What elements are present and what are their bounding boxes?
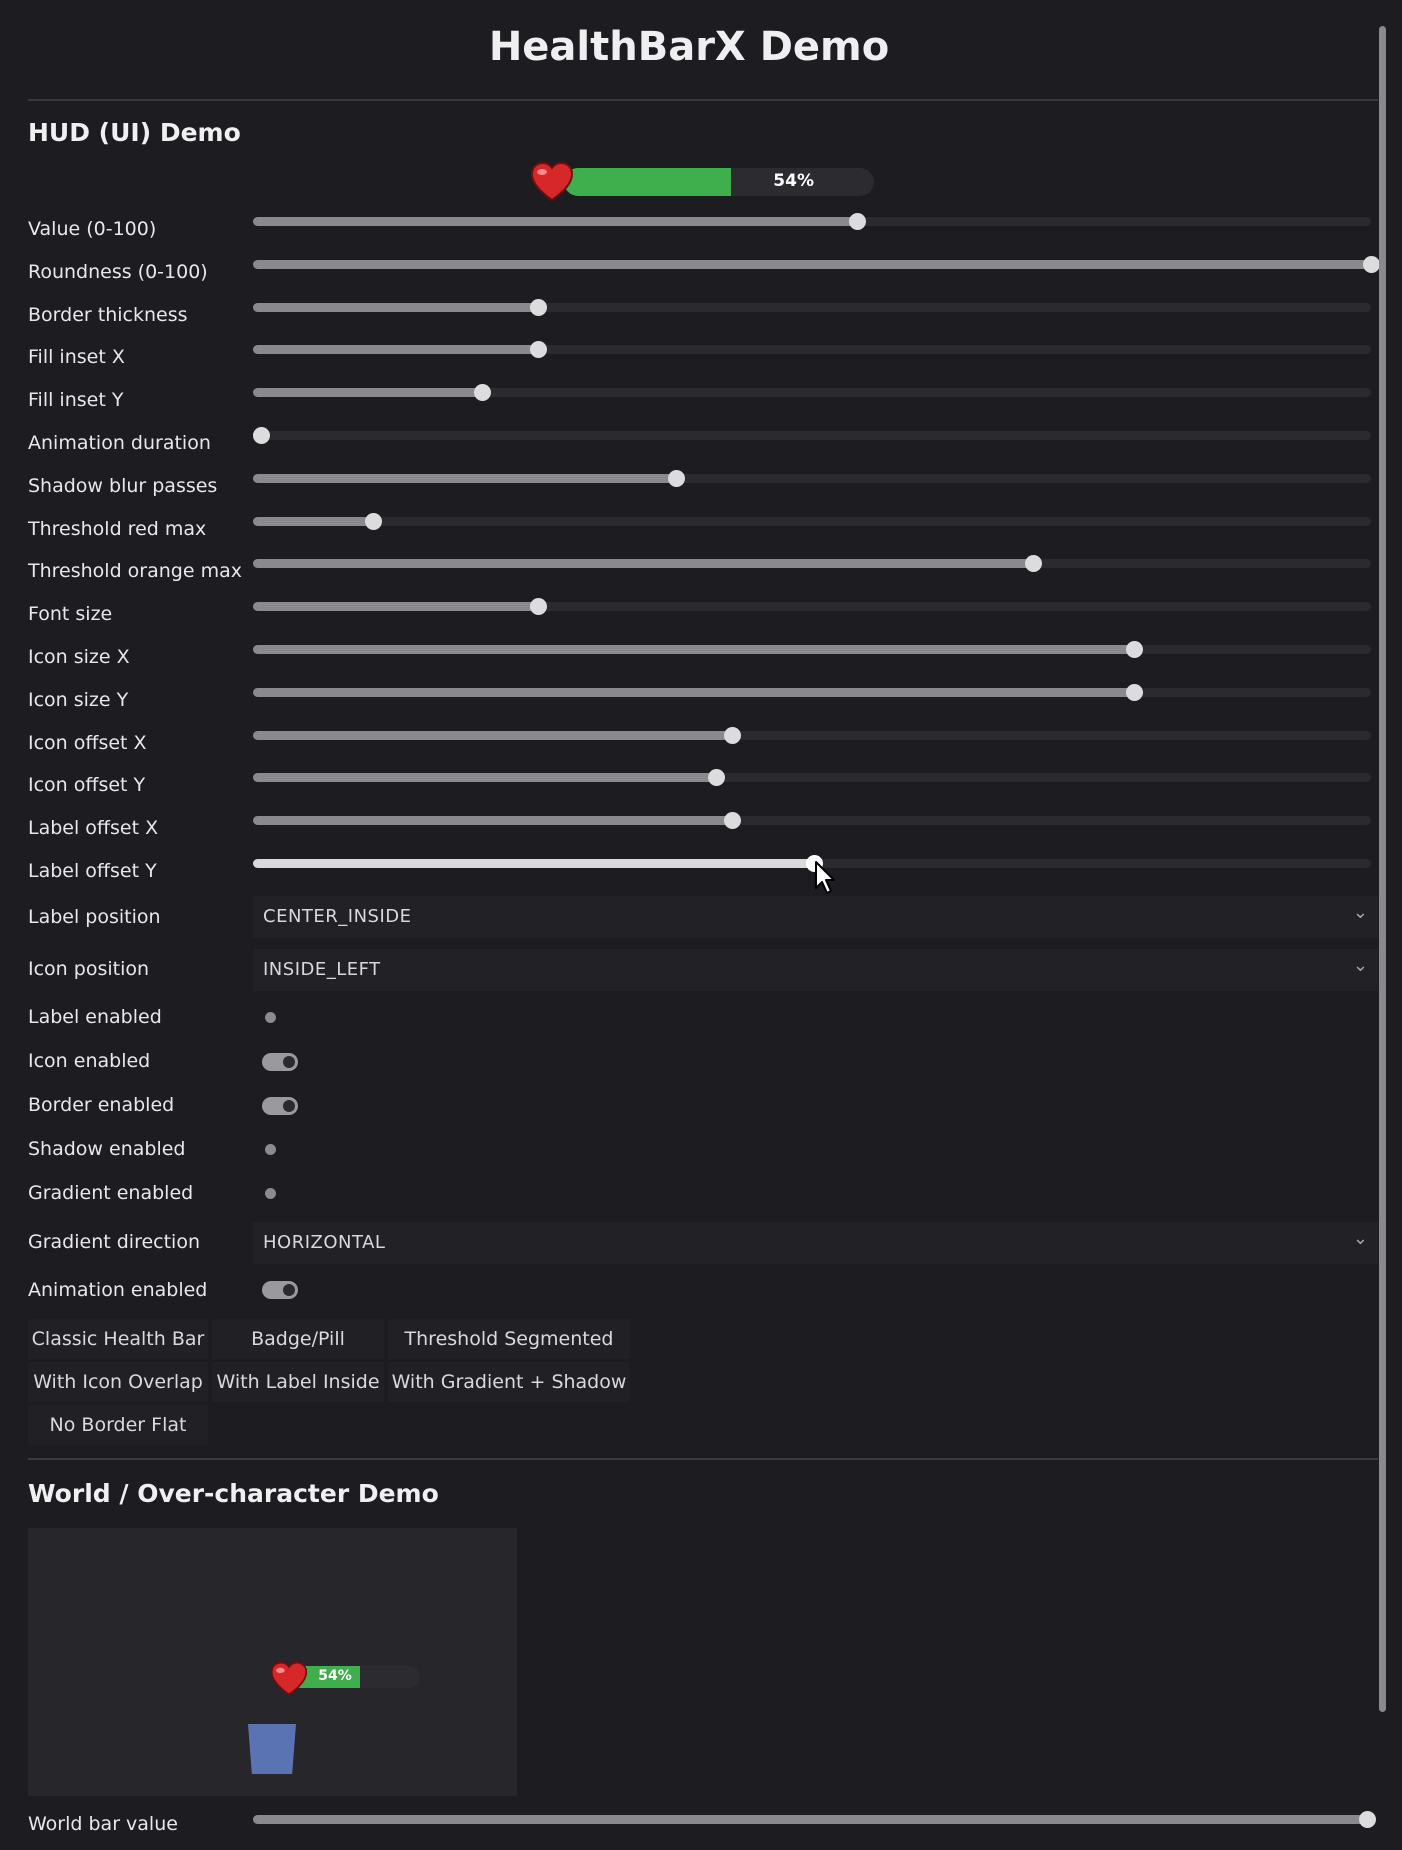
- slider-knob[interactable]: [849, 213, 866, 230]
- threshold-red-max-label: Threshold red max: [28, 518, 207, 540]
- preset-label-inside-button[interactable]: With Label Inside: [212, 1362, 384, 1402]
- preset-threshold-segmented-button[interactable]: Threshold Segmented: [388, 1319, 630, 1359]
- gradient-direction-label: Gradient direction: [28, 1231, 201, 1253]
- icon-position-value: INSIDE_LEFT: [263, 959, 381, 980]
- font-size-slider[interactable]: [253, 585, 1371, 629]
- preset-classic-health-bar-button[interactable]: Classic Health Bar: [28, 1319, 208, 1359]
- section-divider: [28, 1458, 1378, 1460]
- header-divider: [28, 99, 1378, 101]
- preset-gradient-shadow-button[interactable]: With Gradient + Shadow: [388, 1362, 630, 1402]
- gradient-enabled-label: Gradient enabled: [28, 1182, 194, 1204]
- icon-size-y-slider[interactable]: [253, 671, 1371, 715]
- preset-no-border-flat-button[interactable]: No Border Flat: [28, 1405, 208, 1445]
- preset-icon-overlap-button[interactable]: With Icon Overlap: [28, 1362, 208, 1402]
- value-0-100-label: Value (0-100): [28, 218, 157, 240]
- gradient-direction-dropdown[interactable]: [253, 1222, 1378, 1264]
- hud-health-bar-label: 54%: [773, 171, 814, 191]
- gradient-enabled-toggle[interactable]: [265, 1188, 276, 1199]
- icon-offset-x-label: Icon offset X: [28, 732, 147, 754]
- label-position-dropdown[interactable]: [253, 896, 1378, 938]
- character-sprite: [248, 1724, 296, 1774]
- world-viewport: [28, 1528, 517, 1796]
- icon-size-x-label: Icon size X: [28, 646, 130, 668]
- world-bar-value-slider[interactable]: [253, 1798, 1371, 1842]
- icon-size-x-slider[interactable]: [253, 628, 1371, 672]
- gradient-direction-value: HORIZONTAL: [263, 1232, 386, 1253]
- chevron-down-icon: ⌄: [1352, 1228, 1368, 1249]
- world-health-bar-label: 54%: [318, 1668, 352, 1684]
- slider-knob[interactable]: [530, 299, 547, 316]
- world-bar-value-label: World bar value: [28, 1813, 178, 1835]
- label-offset-y-label: Label offset Y: [28, 860, 157, 882]
- slider-knob[interactable]: [724, 812, 741, 829]
- slider-knob[interactable]: [724, 727, 741, 744]
- slider-knob[interactable]: [1126, 641, 1143, 658]
- chevron-down-icon: ⌄: [1352, 955, 1368, 976]
- fill-inset-y-slider[interactable]: [253, 371, 1371, 415]
- world-section-title: World / Over-character Demo: [28, 1479, 439, 1508]
- world-health-bar: [268, 1660, 428, 1698]
- border-enabled-toggle[interactable]: [262, 1097, 298, 1115]
- border-thickness-slider[interactable]: [253, 286, 1371, 330]
- label-offset-x-label: Label offset X: [28, 817, 159, 839]
- shadow-enabled-toggle[interactable]: [265, 1144, 276, 1155]
- slider-knob[interactable]: [530, 341, 547, 358]
- hud-section-title: HUD (UI) Demo: [28, 118, 241, 147]
- fill-inset-x-slider[interactable]: [253, 328, 1371, 372]
- font-size-label: Font size: [28, 603, 113, 625]
- threshold-orange-max-slider[interactable]: [253, 542, 1371, 586]
- label-offset-x-slider[interactable]: [253, 799, 1371, 843]
- mouse-cursor-icon: [814, 860, 838, 896]
- app-title: HealthBarX Demo: [488, 24, 890, 70]
- icon-offset-y-slider[interactable]: [253, 756, 1371, 800]
- slider-knob[interactable]: [530, 598, 547, 615]
- icon-enabled-label: Icon enabled: [28, 1050, 151, 1072]
- roundness-0-100-label: Roundness (0-100): [28, 261, 208, 283]
- animation-duration-label: Animation duration: [28, 432, 211, 454]
- shadow-blur-passes-label: Shadow blur passes: [28, 475, 218, 497]
- threshold-orange-max-label: Threshold orange max: [28, 560, 242, 582]
- hud-health-bar: [528, 160, 874, 204]
- icon-offset-y-label: Icon offset Y: [28, 774, 146, 796]
- shadow-blur-passes-slider[interactable]: [253, 457, 1371, 501]
- label-position-value: CENTER_INSIDE: [263, 906, 412, 927]
- fill-inset-x-label: Fill inset X: [28, 346, 125, 368]
- heart-icon: [268, 1660, 310, 1698]
- icon-position-label: Icon position: [28, 958, 150, 980]
- animation-enabled-toggle[interactable]: [262, 1281, 298, 1299]
- heart-icon: [528, 160, 576, 204]
- slider-knob[interactable]: [1126, 684, 1143, 701]
- slider-knob[interactable]: [1363, 256, 1380, 273]
- preset-badge-pill-button[interactable]: Badge/Pill: [212, 1319, 384, 1359]
- slider-knob[interactable]: [253, 427, 270, 444]
- slider-knob[interactable]: [1025, 555, 1042, 572]
- slider-knob[interactable]: [708, 769, 725, 786]
- vertical-scrollbar[interactable]: [1379, 26, 1386, 1712]
- chevron-down-icon: ⌄: [1352, 902, 1368, 923]
- fill-inset-y-label: Fill inset Y: [28, 389, 124, 411]
- slider-knob[interactable]: [365, 513, 382, 530]
- border-enabled-label: Border enabled: [28, 1094, 175, 1116]
- slider-knob[interactable]: [474, 384, 491, 401]
- roundness-0-100-slider[interactable]: [253, 243, 1371, 287]
- value-0-100-slider[interactable]: [253, 200, 1371, 244]
- shadow-enabled-label: Shadow enabled: [28, 1138, 186, 1160]
- icon-size-y-label: Icon size Y: [28, 689, 129, 711]
- icon-enabled-toggle[interactable]: [262, 1053, 298, 1071]
- icon-offset-x-slider[interactable]: [253, 714, 1371, 758]
- label-enabled-label: Label enabled: [28, 1006, 162, 1028]
- animation-duration-slider[interactable]: [253, 414, 1371, 458]
- icon-position-dropdown[interactable]: [253, 949, 1378, 991]
- label-offset-y-slider[interactable]: [253, 842, 1371, 886]
- label-position-label: Label position: [28, 906, 161, 928]
- threshold-red-max-slider[interactable]: [253, 500, 1371, 544]
- slider-knob[interactable]: [1359, 1811, 1376, 1828]
- slider-knob[interactable]: [668, 470, 685, 487]
- border-thickness-label: Border thickness: [28, 304, 188, 326]
- label-enabled-toggle[interactable]: [265, 1012, 276, 1023]
- animation-enabled-label: Animation enabled: [28, 1279, 208, 1301]
